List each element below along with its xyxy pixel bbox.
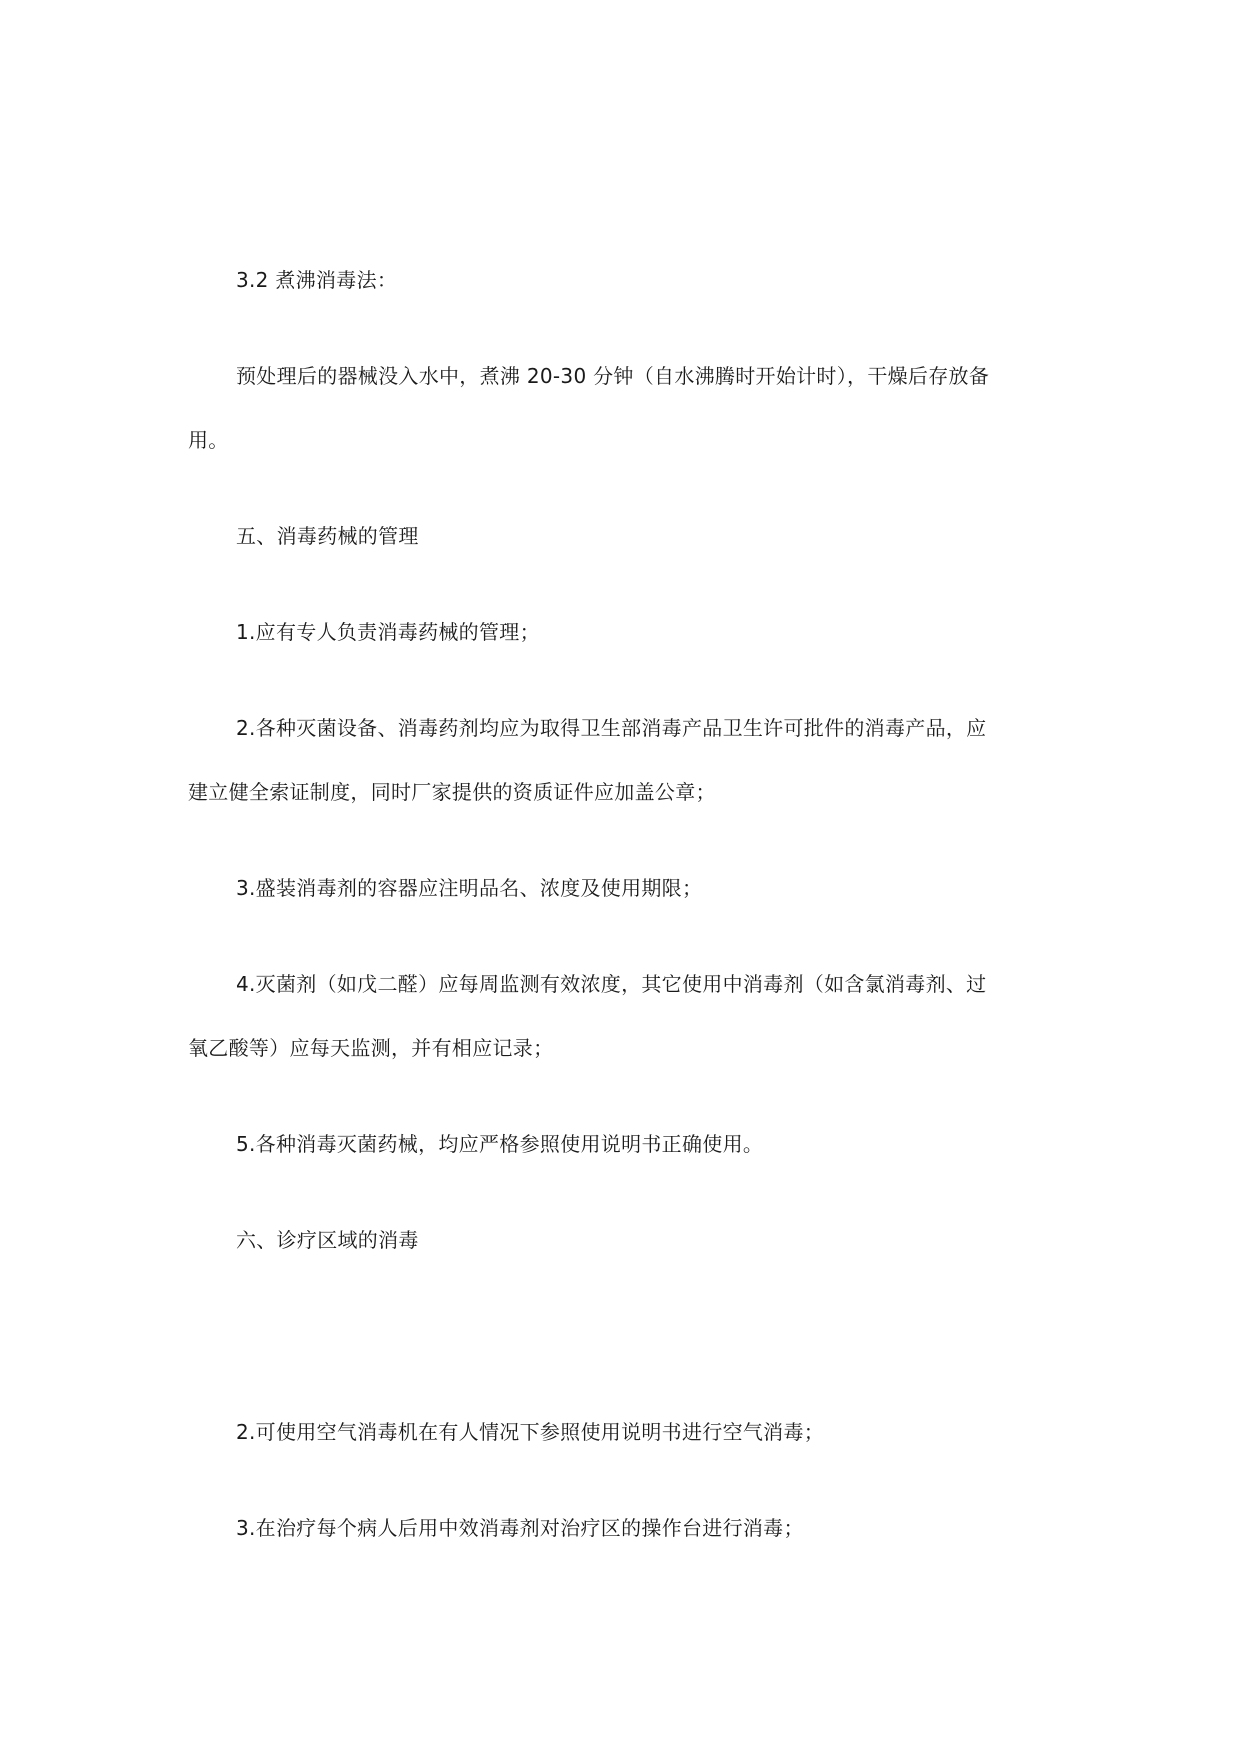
section-6-heading: 六、诊疗区域的消毒 <box>236 1228 419 1252</box>
list-item: 2.各种灭菌设备、消毒药剂均应为取得卫生部消毒产品卫生许可批件的消毒产品，应 <box>236 716 987 740</box>
list-item: 5.各种消毒灭菌药械，均应严格参照使用说明书正确使用。 <box>236 1132 764 1156</box>
list-item: 1.应有专人负责消毒药械的管理； <box>236 620 540 644</box>
list-item: 4.灭菌剂（如戊二醛）应每周监测有效浓度，其它使用中消毒剂（如含氯消毒剂、过 <box>236 972 987 996</box>
section-5-heading: 五、消毒药械的管理 <box>236 524 419 548</box>
section-3-2-heading: 3.2 煮沸消毒法： <box>236 268 398 292</box>
list-item: 2.可使用空气消毒机在有人情况下参照使用说明书进行空气消毒； <box>236 1420 825 1444</box>
list-item: 3.在治疗每个病人后用中效消毒剂对治疗区的操作台进行消毒； <box>236 1516 804 1540</box>
list-item-continuation: 氧乙酸等）应每天监测，并有相应记录； <box>188 1036 554 1060</box>
paragraph-line: 预处理后的器械没入水中，煮沸 20-30 分钟（自水沸腾时开始计时），干燥后存放备 <box>236 364 990 388</box>
list-item: 3.盛装消毒剂的容器应注明品名、浓度及使用期限； <box>236 876 703 900</box>
paragraph-line: 用。 <box>188 428 229 452</box>
list-item-continuation: 建立健全索证制度，同时厂家提供的资质证件应加盖公章； <box>188 780 716 804</box>
